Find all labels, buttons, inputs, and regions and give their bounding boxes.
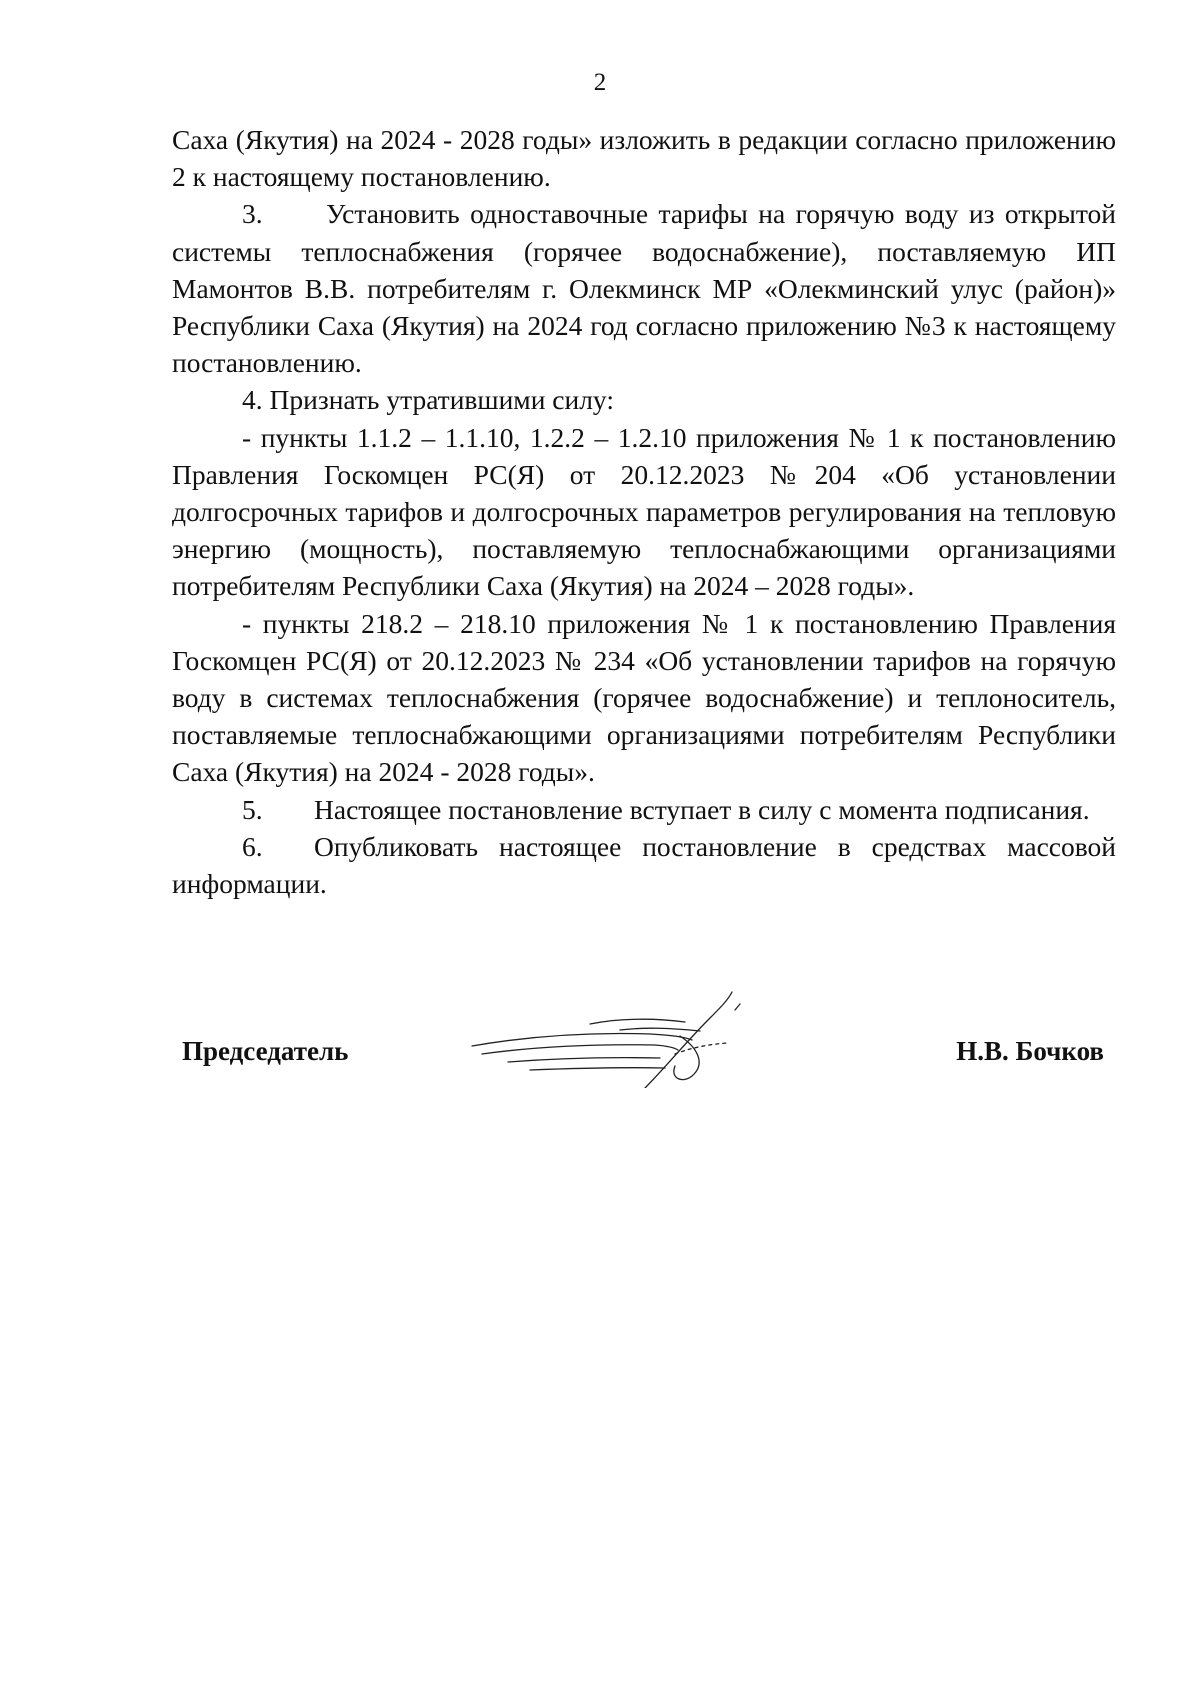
page-number: 2 xyxy=(593,69,607,96)
paragraph-6 xyxy=(172,828,1116,902)
paragraph-6-text: Опубликовать настоящее постановление в средствах массовой информации. xyxy=(172,830,1116,900)
paragraph-4: 4. Признать утратившими силу: xyxy=(242,384,614,416)
paragraph-5 xyxy=(172,791,1116,828)
signatory-title: Председатель xyxy=(182,1036,349,1066)
paragraph-5-text: Настоящее постановление вступает в силу с момента подписания. xyxy=(314,793,1090,825)
paragraph-4-item-a: - пункты 1.1.2 – 1.1.10, 1.2.2 – 1.2.10 приложения № 1 к постановлению Правления Госкомцен РС(Я) от 20.12.2023 №204 «Об установлении долгосрочных тарифов и долгосрочных параметров регулирования на тепловую энергию (мощность), поставляемую теплоснабжающими организациями потребителям Республики Саха (Якутия) на 2024 – 2028 годы». xyxy=(172,421,1116,602)
paragraph-6-number: 6. xyxy=(242,830,263,862)
paragraph-4-item-b: - пункты 218.2 – 218.10 приложения № 1 к постановлению Правления Госкомцен РС(Я) от 20.12.2023 № 234 «Об установлении тарифов на горячую воду в системах теплоснабжения (горячее водоснабжение) и теплоноситель, поставляемые теплоснабжающими организациями потребителям Республики Саха (Якутия) на 2024 - 2028 годы». xyxy=(172,607,1116,788)
paragraph-5-number: 5. xyxy=(242,793,263,825)
document-body xyxy=(172,121,1116,902)
signature-block xyxy=(0,1034,1200,1094)
signatory-name: Н.В. Бочков xyxy=(956,1036,1104,1066)
paragraph-continuation: Саха (Якутия) на 2024 - 2028 годы» изложить в редакции согласно приложению 2 к настоящему постановлению. xyxy=(172,124,1116,193)
paragraph-3-number: 3. xyxy=(242,198,263,230)
paragraph-3-text: Установить одноставочные тарифы на горячую воду из открытой системы теплоснабжения (горячее водоснабжение), поставляемую ИП Мамонтов В.В. потребителям г. Олекминск МР «Олекминский улус (район)» Республики Саха (Якутия) на 2024 год согласно приложению №3 к настоящему постановлению. xyxy=(172,198,1116,379)
paragraph-3 xyxy=(172,195,1116,381)
